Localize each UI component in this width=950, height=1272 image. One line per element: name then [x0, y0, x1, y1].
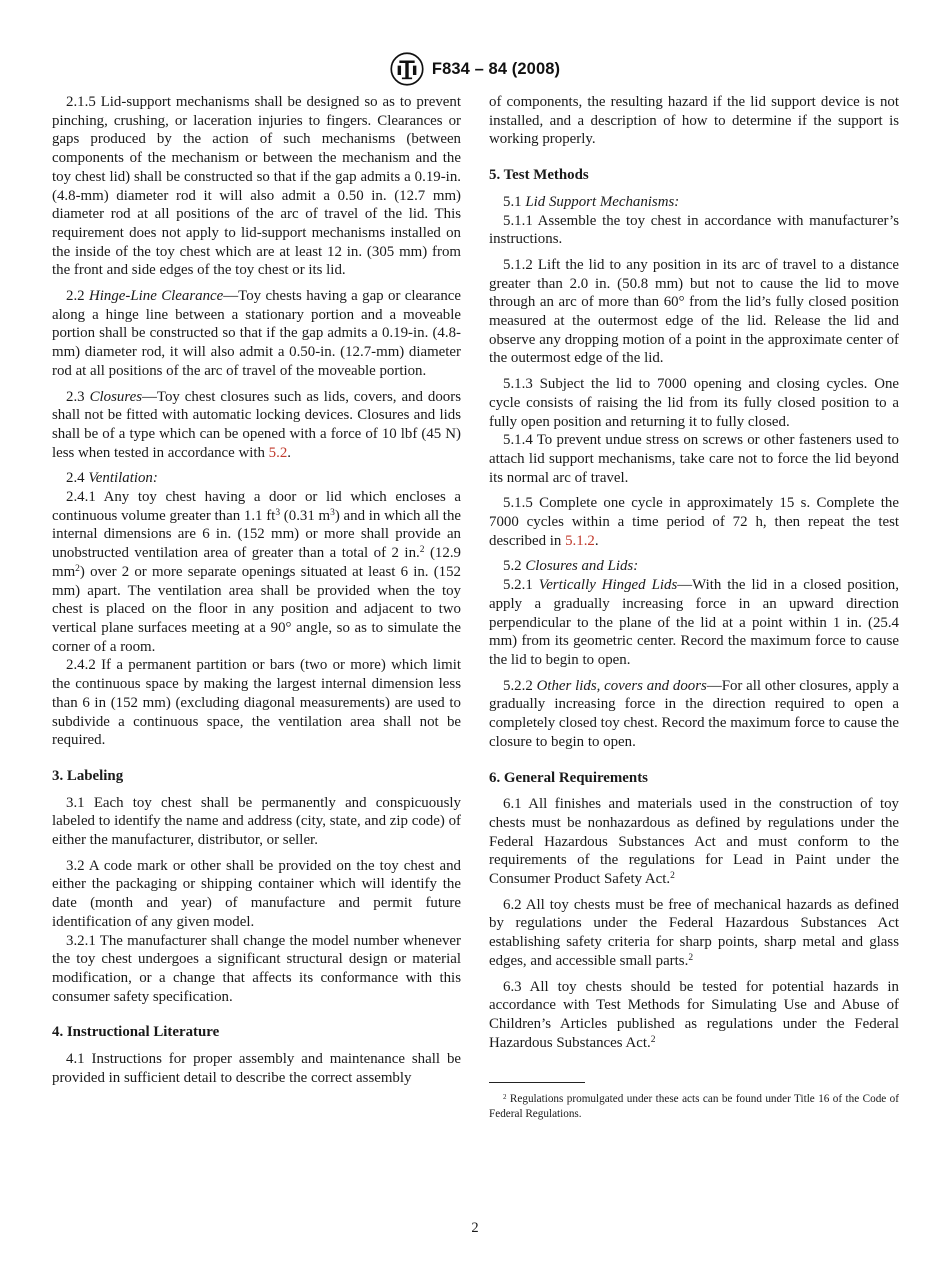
para-5-1-4: 5.1.4 To prevent undue stress on screws or other fasteners used to attach lid support mechanisms, take care not to force the lid beyond its normal arc of travel. — [489, 432, 899, 486]
para-6-3: 6.3 All toy chests should be tested for potential hazards in accordance with Test Methods for Simulating Use and Abuse of Children’s Articles published as regulations under the Federal Hazardous Substances Act.$^2$ — [489, 978, 899, 1051]
para-5-2-1: 5.2.1 Vertically Hinged Lids—With the lid in a closed position, apply a gradually increasing force in an upward direction perpendicular to the plane of the lid at a point within 1 in. (25.4 mm) from its geometric center. Record the maximum force to cause the lid to begin to open. — [489, 577, 899, 668]
footnote-divider — [489, 1082, 585, 1083]
para-5-1-3: 5.1.3 Subject the lid to 7000 opening and closing cycles. One cycle consists of raising the lid from its fully closed position to a fully open position and returning it to fully closed. — [489, 376, 899, 430]
para-2-3: 2.3 Closures—Toy chest closures such as lids, covers, and doors shall not be fitted with automatic locking devices. Closures and lids shall be of a type which can be opened with a force of 10 lbf (45 N) less when tested in accordance with 5.2. — [52, 388, 461, 461]
para-6-1: 6.1 All finishes and materials used in the construction of toy chests must be nonhazardous as defined by regulations under the Federal Hazardous Substances Act and must conform to the requirements of the regulations for Lead in Paint under the Consumer Product Safety Act.$^2$ — [489, 796, 899, 888]
para-5-2: 5.2 Closures and Lids: — [503, 558, 639, 575]
para-5-1-5: 5.1.5 Complete one cycle in approximately 15 s. Complete the 7000 cycles within a time period of 72 h, then repeat the test described in 5.1.2. — [489, 495, 899, 549]
para-2-4: 2.4 Ventilation: — [66, 470, 158, 487]
para-2-4-2: 2.4.2 If a permanent partition or bars (two or more) which limit the continuous space by making the largest internal dimension less than 6 in (152 mm) (excluding diagonal measurements) are used to subdivide a continuous space, the ventilation area shall not be required. — [52, 657, 461, 749]
footnote-2: $^2$ Regulations promulgated under these acts can be found under Title 16 of the Code of Federal Regulations. — [489, 1093, 899, 1121]
standard-designation: F834 – 84 (2008) — [431, 59, 561, 78]
para-5-1-1: 5.1.1 Assemble the toy chest in accordance with manufacturer’s instructions. — [489, 212, 899, 248]
right-column — [489, 93, 899, 1122]
para-3-2-1: 3.2.1 The manufacturer shall change the model number whenever the toy chest undergoes a significant structural design or material modification, or a change that affects its conformance with this consumer safety specification. — [52, 932, 461, 1005]
para-5-1: 5.1 Lid Support Mechanisms: — [503, 193, 680, 210]
ref-link-5-2[interactable]: 5.2 — [268, 444, 288, 461]
section-heading-6: 6. General Requirements — [489, 769, 648, 786]
section-heading-5: 5. Test Methods — [489, 167, 589, 184]
para-2-2: 2.2 Hinge-Line Clearance—Toy chests having a gap or clearance along a hinge line between a stationary portion and a moveable portion shall be constructed so that if the gap admits a 0.19-in. (4.8-mm) diameter rod, it will also admit a 0.50-in. (12.7-mm) diameter rod at all positions of the arc of travel of the moveable portion. — [52, 288, 461, 379]
section-heading-3: 3. Labeling — [52, 767, 124, 784]
ref-link-5-1-2[interactable]: 5.1.2 — [565, 532, 595, 549]
section-heading-4: 4. Instructional Literature — [52, 1024, 220, 1041]
para-3-2: 3.2 A code mark or other shall be provided on the toy chest and either the packaging or shipping container which will identify the date (month and year) of manufacture and permit future identification of any given model. — [52, 857, 461, 930]
para-6-2: 6.2 All toy chests must be free of mechanical hazards as defined by regulations under the Federal Hazardous Substances Act establishing safety criteria for sharp points, sharp metal and glass edges, and accessible small parts.$^2$ — [489, 896, 899, 969]
astm-logo — [390, 52, 424, 86]
para-4-1: 4.1 Instructions for proper assembly and maintenance shall be provided in sufficient detail to describe the correct assembly — [52, 1051, 461, 1086]
left-column — [52, 93, 461, 1087]
para-2-1-5: 2.1.5 Lid-support mechanisms shall be designed so as to prevent pinching, crushing, or laceration injuries to fingers. Clearances or gaps produced by the action of such mechanisms (between components of the mechanism or between the mechanism and the toy chest lid) shall be constructed so that if the gap admits a 0.19-in. (4.8-mm) diameter rod it will also admit a 0.50 in. (12.7 mm) diameter rod at all positions of the arc of travel of the lid. This requirement does not apply to lid-support mechanisms installed on the inside of the toy chest which are at least 12 in. (305 mm) from the front and side edges of the toy chest or its lid. — [52, 94, 461, 279]
page-number: 2 — [471, 1220, 479, 1236]
para-3-1: 3.1 Each toy chest shall be permanently and conspicuously labeled to identify the name and address (city, state, and zip code) of either the manufacturer, distributor, or seller. — [52, 794, 461, 849]
para-2-4-1: 2.4.1 Any toy chest having a door or lid which encloses a continuous volume greater than 1.1 $ft^3$ (0.31 $m^3$) and in which all the internal dimensions are 6 in. (152 mm) or more shall provide an unobstructed ventilation area of greater than a total of 2 in.$^2$ (12.9 $mm^2$) over 2 or more separate openings situated at least 6 in. (152 mm) apart. The ventilation area shall be provided when the toy chest is placed on the floor in any position and adjacent to two vertical plane surfaces meeting at a 90° angle, so as to simulate the corner of a room. — [52, 489, 462, 655]
para-5-2-2: 5.2.2 Other lids, covers and doors—For all other closures, apply a gradually increasing force in the direction required to open a completely closed toy chest. Record the maximum force to cause the closure to begin to open. — [489, 677, 899, 750]
page-header — [0, 52, 950, 86]
para-4-1-continued: of components, the resulting hazard if the lid support device is not installed, and a description of how to determine if the support is working properly. — [489, 94, 899, 148]
para-5-1-2: 5.1.2 Lift the lid to any position in its arc of travel to a distance greater than 2.0 in. (50.8 mm) but not to cause the lid to move through an arc of more than 60° from the lid’s fully closed position measured at the outermost edge of the lid. Release the lid and observe any dropping motion of a point in the approximate center of the outermost edge of the lid. — [489, 256, 899, 367]
